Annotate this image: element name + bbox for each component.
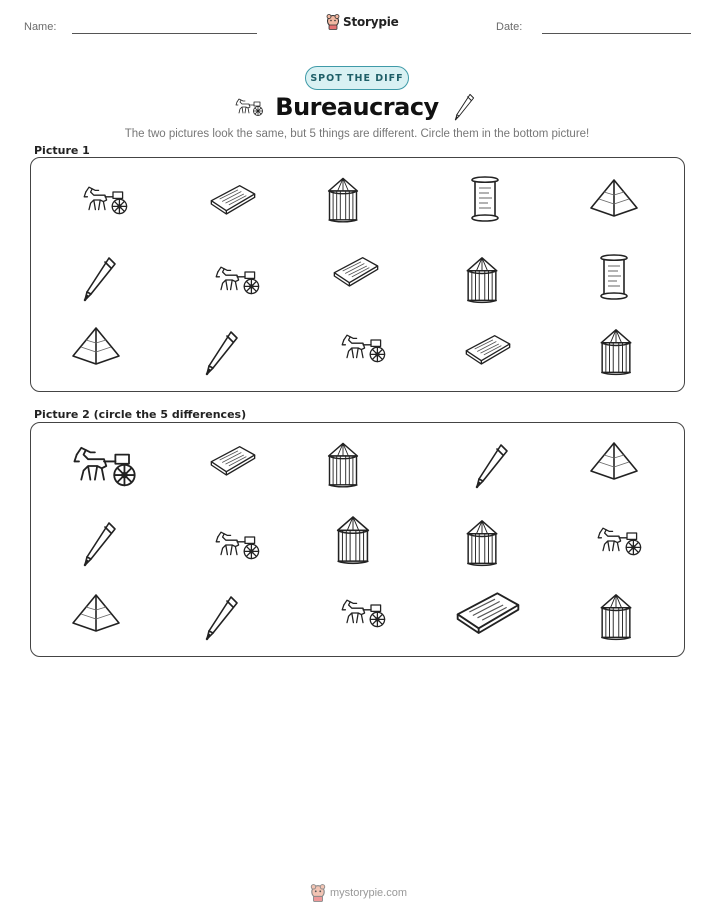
- title-pencil-icon: [452, 92, 476, 122]
- pencil-icon[interactable]: [471, 441, 511, 491]
- hut-icon[interactable]: [461, 519, 503, 567]
- pyramid-icon[interactable]: [71, 593, 121, 633]
- name-label: Name:: [24, 21, 57, 33]
- chariot-icon[interactable]: [339, 595, 387, 631]
- tablet-icon[interactable]: [463, 332, 513, 366]
- chariot-icon[interactable]: [339, 330, 387, 366]
- hut-icon[interactable]: [325, 176, 361, 224]
- brand-name: Storypie: [343, 15, 399, 29]
- instructions: The two pictures look the same, but 5 things are different. Circle them in the bottom picture!: [124, 128, 590, 140]
- chariot-icon[interactable]: [81, 182, 129, 218]
- pencil-icon[interactable]: [79, 254, 119, 304]
- date-field[interactable]: [542, 33, 691, 34]
- hut-icon[interactable]: [325, 441, 361, 489]
- scroll-icon[interactable]: [470, 174, 500, 224]
- brand-logo: [326, 14, 399, 30]
- picture-2-panel: [30, 422, 685, 657]
- scroll-icon[interactable]: [599, 252, 629, 302]
- title-row: [0, 90, 714, 128]
- pyramid-icon[interactable]: [71, 326, 121, 366]
- chariot-icon[interactable]: [595, 523, 643, 559]
- picture-2-label: Picture 2 (circle the 5 differences): [34, 408, 247, 421]
- hut-icon[interactable]: [595, 328, 637, 376]
- chariot-icon[interactable]: [69, 441, 139, 491]
- tablet-icon[interactable]: [208, 443, 258, 477]
- hut-icon[interactable]: [461, 256, 503, 304]
- footer-url[interactable]: mystorypie.com: [330, 887, 408, 899]
- storypie-mascot-icon: [310, 884, 326, 902]
- tablet-icon[interactable]: [453, 587, 523, 637]
- storypie-mascot-icon: [326, 14, 340, 30]
- name-field[interactable]: [72, 33, 257, 34]
- pencil-icon[interactable]: [79, 519, 119, 569]
- chariot-icon[interactable]: [213, 262, 261, 298]
- pyramid-icon[interactable]: [589, 178, 639, 218]
- hut-icon[interactable]: [333, 515, 373, 565]
- tablet-icon[interactable]: [331, 254, 381, 288]
- date-label: Date:: [496, 21, 523, 33]
- pyramid-icon[interactable]: [589, 441, 639, 481]
- spot-the-diff-badge: SPOT THE DIFF: [305, 66, 409, 90]
- picture-1-panel: [30, 157, 685, 392]
- pencil-icon[interactable]: [201, 328, 241, 378]
- chariot-icon[interactable]: [213, 527, 261, 563]
- picture-1-label: Picture 1: [34, 144, 90, 157]
- hut-icon[interactable]: [595, 593, 637, 641]
- footer: [310, 884, 407, 902]
- pencil-icon[interactable]: [201, 593, 241, 643]
- tablet-icon[interactable]: [208, 182, 258, 216]
- page-title: Bureaucracy: [275, 93, 439, 121]
